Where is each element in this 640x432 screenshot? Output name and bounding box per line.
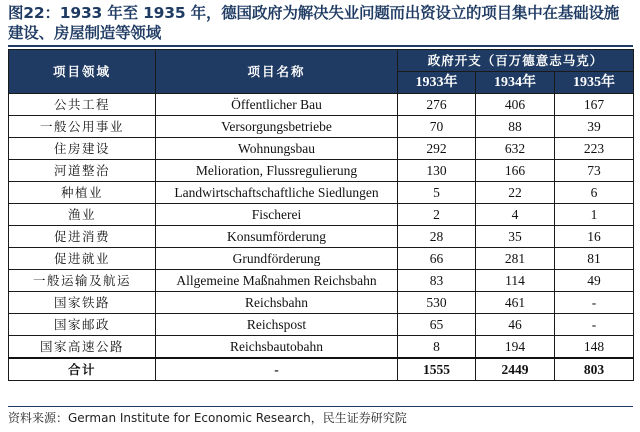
header-year: 1934年 — [476, 72, 555, 94]
cell-field: 促进就业 — [9, 248, 156, 270]
cell-value: 6 — [555, 182, 634, 204]
cell-value: 276 — [398, 94, 476, 116]
cell-field: 国家高速公路 — [9, 336, 156, 359]
table-row — [9, 314, 634, 336]
cell-value: 28 — [398, 226, 476, 248]
table-row — [9, 160, 634, 182]
spending-table — [8, 49, 634, 381]
cell-name: - — [156, 358, 398, 381]
cell-value: 4 — [476, 204, 555, 226]
cell-value: 46 — [476, 314, 555, 336]
table-row — [9, 336, 634, 359]
cell-name: Grundförderung — [156, 248, 398, 270]
table-row — [9, 248, 634, 270]
table-row — [9, 138, 634, 160]
cell-value: 2 — [398, 204, 476, 226]
table-row — [9, 204, 634, 226]
cell-name: Reichsbautobahn — [156, 336, 398, 359]
cell-value: 803 — [555, 358, 634, 381]
cell-field: 合计 — [9, 358, 156, 381]
title-rule — [8, 45, 633, 47]
cell-value: 16 — [555, 226, 634, 248]
cell-value: 1 — [555, 204, 634, 226]
cell-value: 167 — [555, 94, 634, 116]
cell-value: 114 — [476, 270, 555, 292]
cell-value: 81 — [555, 248, 634, 270]
cell-field: 一般运输及航运 — [9, 270, 156, 292]
cell-value: 65 — [398, 314, 476, 336]
cell-value: 22 — [476, 182, 555, 204]
cell-value: 66 — [398, 248, 476, 270]
cell-value: 406 — [476, 94, 555, 116]
cell-field: 公共工程 — [9, 94, 156, 116]
total-row — [9, 358, 634, 381]
table-row — [9, 116, 634, 138]
header-year: 1935年 — [555, 72, 634, 94]
source-note: 资料来源：German Institute for Economic Research，民生证券研究院 — [8, 411, 407, 425]
table-row — [9, 292, 634, 314]
cell-value: 2449 — [476, 358, 555, 381]
cell-value: 1555 — [398, 358, 476, 381]
cell-name: Landwirtschaftschaftliche Siedlungen — [156, 182, 398, 204]
cell-value: 73 — [555, 160, 634, 182]
cell-value: 194 — [476, 336, 555, 359]
cell-name: Konsumförderung — [156, 226, 398, 248]
cell-value: 49 — [555, 270, 634, 292]
cell-value: 8 — [398, 336, 476, 359]
cell-value: 5 — [398, 182, 476, 204]
cell-value: 83 — [398, 270, 476, 292]
cell-name: Allgemeine Maßnahmen Reichsbahn — [156, 270, 398, 292]
table-row — [9, 94, 634, 116]
header-year: 1933年 — [398, 72, 476, 94]
cell-value: - — [555, 292, 634, 314]
cell-value: 292 — [398, 138, 476, 160]
cell-value: 461 — [476, 292, 555, 314]
cell-value: 530 — [398, 292, 476, 314]
table-row — [9, 270, 634, 292]
cell-value: 70 — [398, 116, 476, 138]
cell-value: 632 — [476, 138, 555, 160]
cell-field: 一般公用事业 — [9, 116, 156, 138]
cell-value: 88 — [476, 116, 555, 138]
cell-name: Versorgungsbetriebe — [156, 116, 398, 138]
cell-field: 促进消费 — [9, 226, 156, 248]
cell-value: 223 — [555, 138, 634, 160]
cell-field: 渔业 — [9, 204, 156, 226]
table-row — [9, 182, 634, 204]
header-field: 项目领域 — [9, 50, 156, 94]
cell-value: 148 — [555, 336, 634, 359]
cell-field: 住房建设 — [9, 138, 156, 160]
figure-title: 图22：1933 年至 1935 年，德国政府为解决失业问题而出资设立的项目集中在基础设施建设、房屋制造等领域 — [8, 4, 620, 42]
table-row — [9, 226, 634, 248]
cell-name: Melioration, Flussregulierung — [156, 160, 398, 182]
header-name: 项目名称 — [156, 50, 398, 94]
cell-name: Reichspost — [156, 314, 398, 336]
cell-name: Wohnungsbau — [156, 138, 398, 160]
cell-field: 河道整治 — [9, 160, 156, 182]
cell-name: Öffentlicher Bau — [156, 94, 398, 116]
cell-field: 种植业 — [9, 182, 156, 204]
cell-field: 国家邮政 — [9, 314, 156, 336]
cell-value: 130 — [398, 160, 476, 182]
cell-value: - — [555, 314, 634, 336]
cell-field: 国家铁路 — [9, 292, 156, 314]
cell-value: 35 — [476, 226, 555, 248]
cell-name: Reichsbahn — [156, 292, 398, 314]
cell-value: 281 — [476, 248, 555, 270]
cell-name: Fischerei — [156, 204, 398, 226]
cell-value: 166 — [476, 160, 555, 182]
source-rule — [8, 406, 633, 407]
table-body — [9, 94, 634, 381]
header-spending: 政府开支（百万德意志马克） — [398, 50, 634, 72]
cell-value: 39 — [555, 116, 634, 138]
